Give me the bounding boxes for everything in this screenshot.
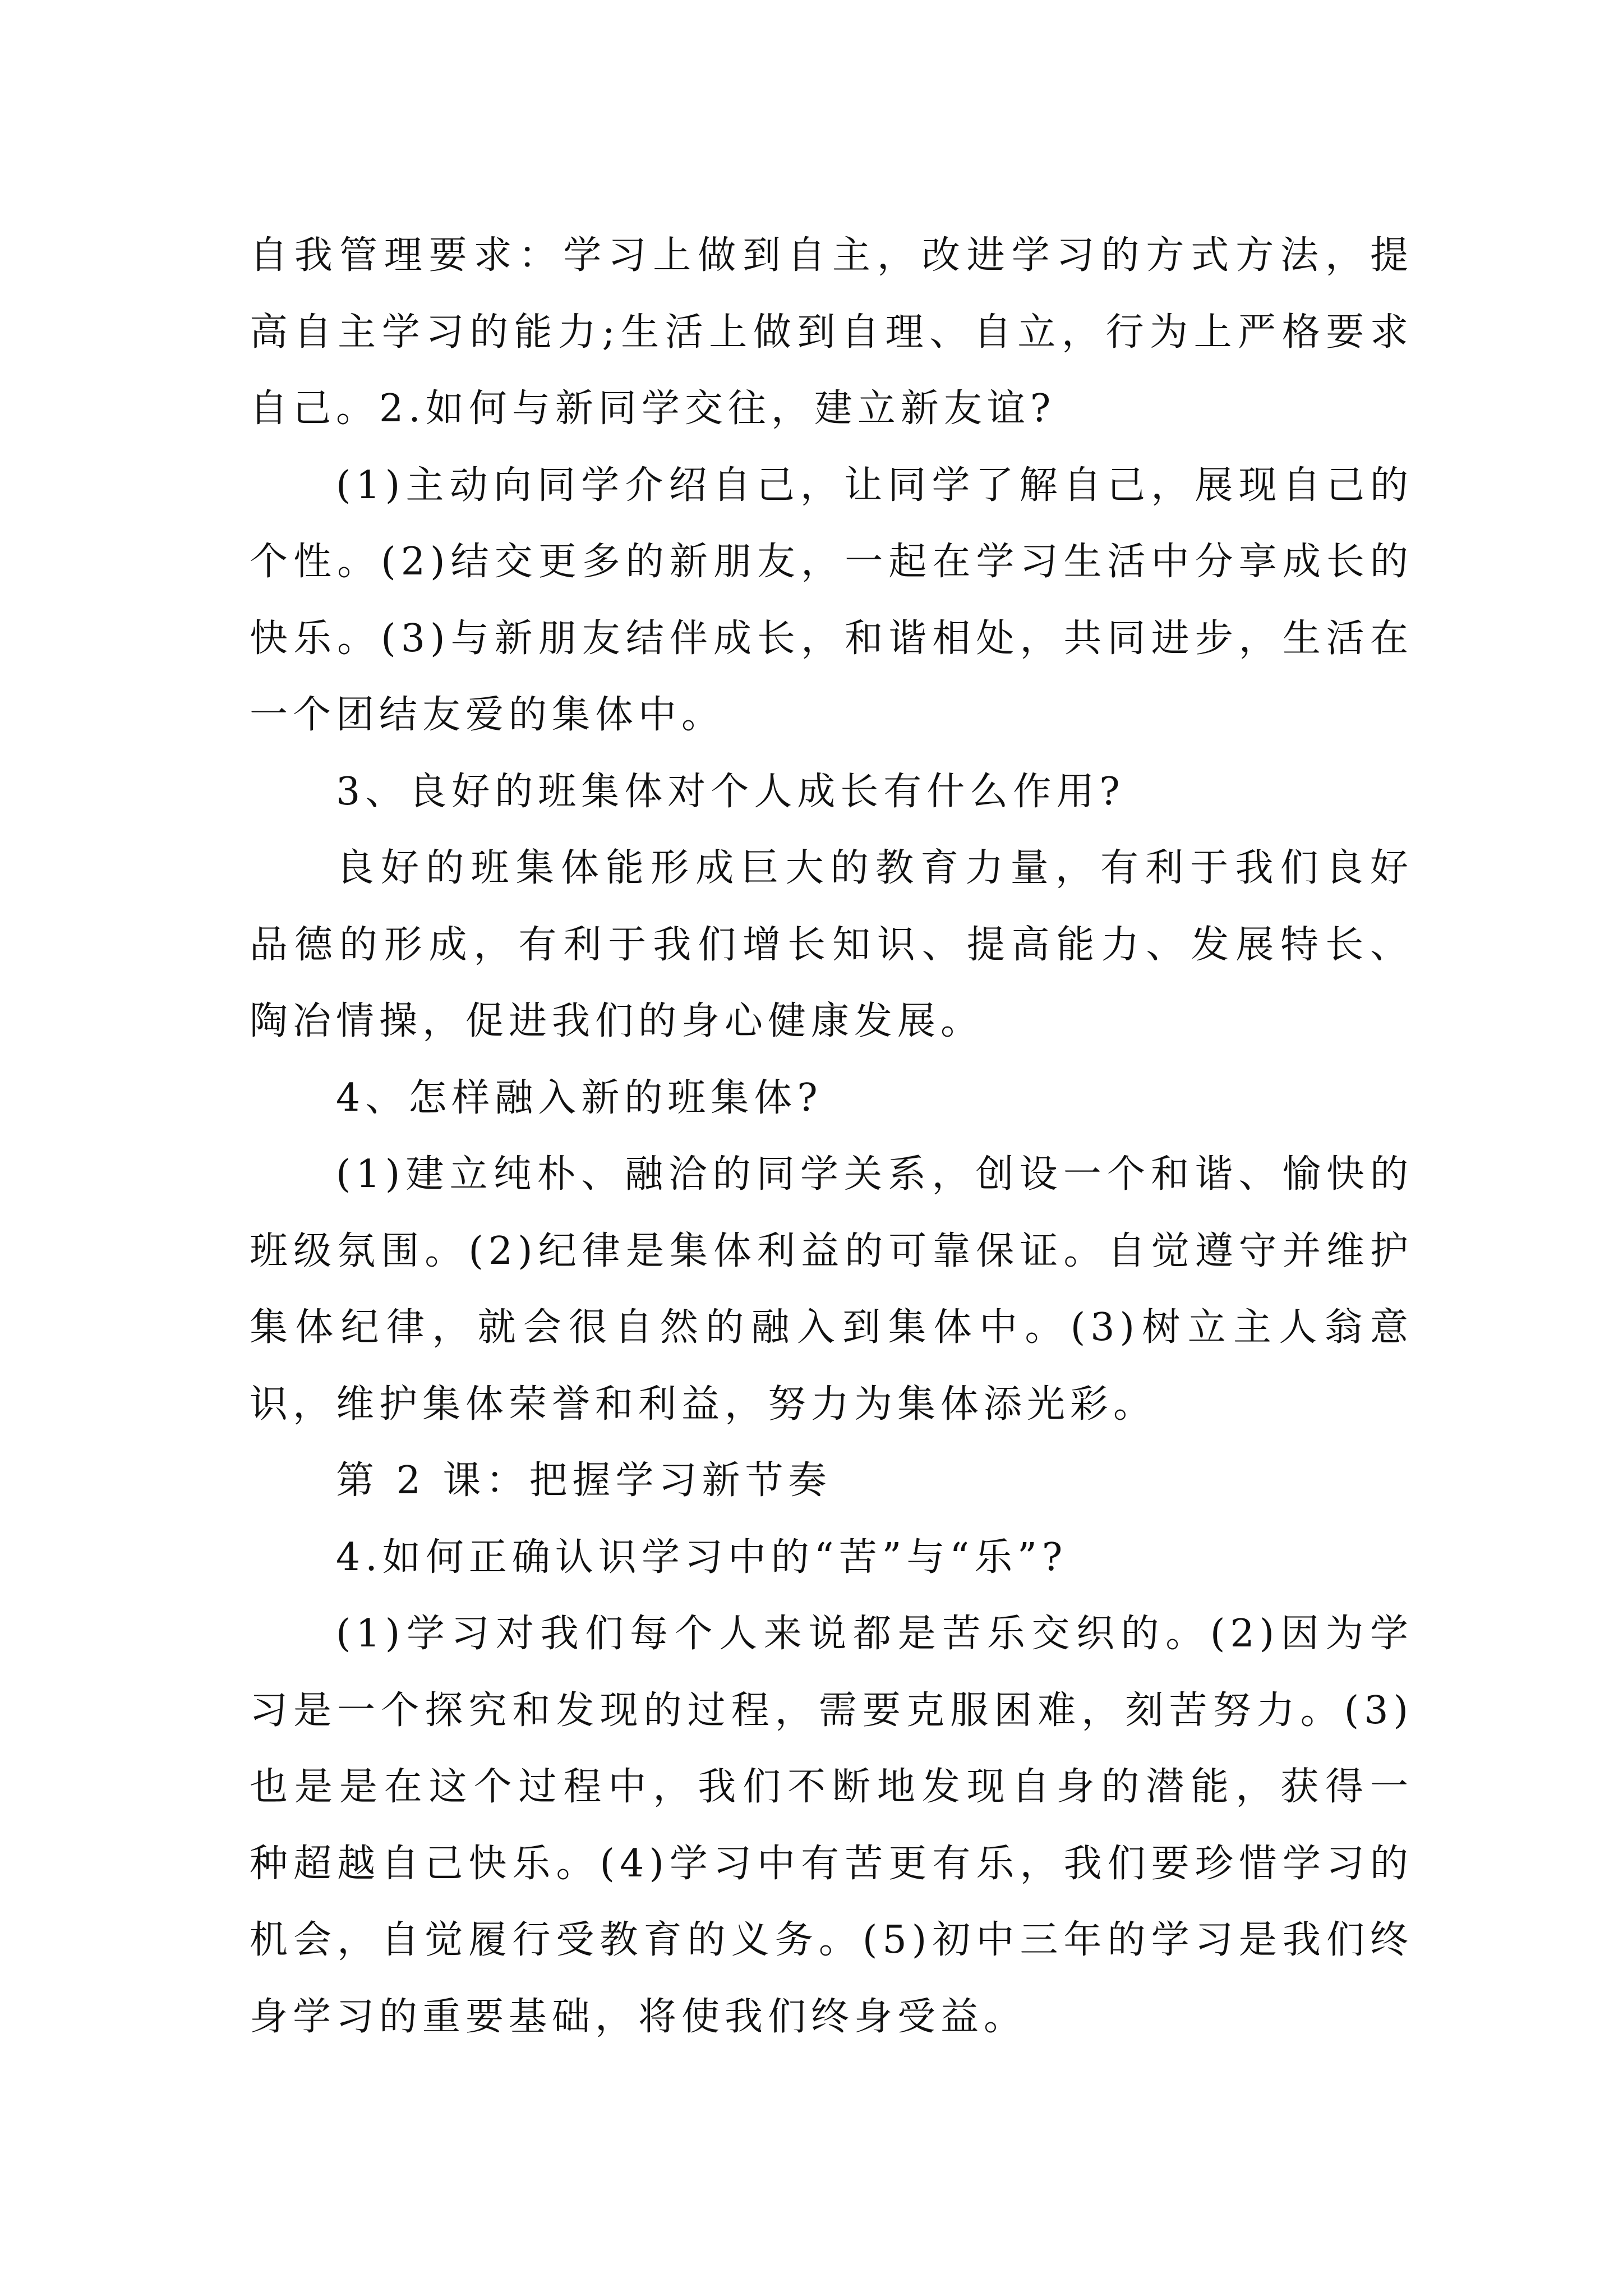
lesson-heading: 第 2 课：把握学习新节奏: [336, 1458, 832, 1503]
question-join-class: 4、怎样融入新的班集体?: [336, 1075, 823, 1120]
paragraph-self-management: 自我管理要求：学习上做到自主，改进学习的方式方法，提高自主学习的能力;生活上做到自理、自立，行为上严格要求自己。2.如何与新同学交往，建立新友谊?: [250, 233, 1413, 431]
question-learning-hardship-joy: 4.如何正确认识学习中的“苦”与“乐”?: [336, 1535, 1068, 1580]
answer-learning-hardship-joy: (1)学习对我们每个人来说都是苦乐交织的。(2)因为学习是一个探究和发现的过程，需要克服困难，刻苦努力。(3)也是是在这个过程中，我们不断地发现自身的潜能，获得一种超越自己快乐。(4)学习中有苦更有乐，我们要珍惜学习的机会，自觉履行受教育的义务。(5)初中三年的学习是我们终身学习的重要基础，将使我们终身受益。: [250, 1612, 1413, 2039]
answer-join-class: (1)建立纯朴、融洽的同学关系，创设一个和谐、愉快的班级氛围。(2)纪律是集体利益的可靠保证。自觉遵守并维护集体纪律，就会很自然的融入到集体中。(3)树立主人翁意识，维护集体荣誉和利益，努力为集体添光彩。: [250, 1152, 1413, 1427]
paragraph-making-friends: (1)主动向同学介绍自己，让同学了解自己，展现自己的个性。(2)结交更多的新朋友，一起在学习生活中分享成长的快乐。(3)与新朋友结伴成长，和谐相处，共同进步，生活在一个团结友爱的集体中。: [250, 463, 1413, 737]
document-body: [250, 218, 1413, 2055]
answer-class-collective-role: 良好的班集体能形成巨大的教育力量，有利于我们良好品德的形成，有利于我们增长知识、提高能力、发展特长、陶冶情操，促进我们的身心健康发展。: [250, 846, 1413, 1043]
question-class-collective-role: 3、良好的班集体对个人成长有什么作用?: [336, 769, 1125, 814]
